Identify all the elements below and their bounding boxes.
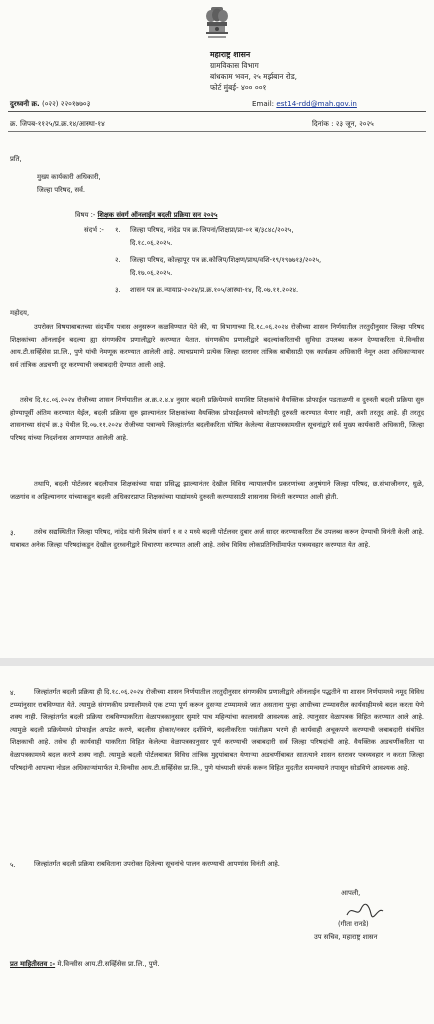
phone-number: दुरध्वनी क्र. (०२२) २२०१७७०३ — [10, 99, 91, 108]
subject-line: विषय :- शिक्षक संवर्ग ऑनलाईन बदली प्रक्रिया सन २०२५ — [75, 211, 218, 219]
paragraph-4: तसेच सद्यस्थितीत जिल्हा परिषद, नांदेड यांनी विशेष संवर्ग १ व २ मध्ये बदली पोर्टलवर दुबार अर्ज सादर करण्याकरिता टॅब उपलब्ध करून देण्याची विनंती केली आहे. याबाबत अनेक जिल्हा परिषदांकडून देखील दुरध्वनीद्वारे विचारणा करण्यात आली आहे. तसेच विविध लोकप्रतिनिधींमार्फत पत्रव्यवहार करण्यात येत आहे. — [10, 528, 424, 549]
letter-date: दिनांक : २३ जून, २०२५ — [312, 119, 374, 128]
email-link[interactable]: est14-rdd@mah.gov.in — [276, 99, 357, 108]
ref-1-line-1: जिल्हा परिषद, नांदेड पत्र क्र.जिपनां/शिक्षप्रा/प्रा-०१ ब/३८४८/२०२५, — [130, 226, 294, 234]
ref-3-line-1: शासन पत्र क्र.न्यायाप्र-२०२४/प्र.क्र.१०५/आस्था-१४, दि.०७.११.२०२४. — [130, 286, 299, 294]
prati: प्रति, — [10, 155, 22, 163]
references-label: संदर्भ :- — [84, 226, 104, 234]
recipient-line-2: जिल्हा परिषद, सर्व. — [37, 186, 86, 194]
govt-name: महाराष्ट्र शासन — [210, 50, 251, 59]
ref-1-line-2: दि.१८.०६.२०२५. — [130, 239, 173, 247]
page-gap — [0, 658, 434, 666]
paragraph-2: तसेच दि.१८.०६.२०२४ रोजीच्या शासन निर्णयातील अ.क्र.२.४.४ नुसार बदली प्रक्रियेमध्ये समाविष्ट शिक्षकांचे वैयक्तिक प्रोफाईल पडताळणी व दुरुस्ती बदली प्रक्रिया सुरु होण्यापूर्वी अंतिम करण्यात येईल, बदली प्रक्रिया सुरु झाल्यानंतर शिक्षकांच्या वैयक्तिक प्रोफाईलमध्ये कोणतीही दुरुस्ती करण्यात येणार नाही, अशी तरतूद आहे. ही तरतूद शासनाच्या संदर्भ क्र.३ येथील दि.०७.११.२०२४ रोजीच्या पत्रान्वये जिल्हांतर्गत बदलीकरिता घोषित केलेल्या वेळापत्रकामधील सूचनांद्वारे सर्व मुख्य कार्यकारी अधिकारी, जिल्हा परिषद यांच्या निदर्शनास आणण्यात आलेली आहे. — [10, 396, 424, 442]
ref-2-line-2: दि.१७.०६.२०२५. — [130, 269, 173, 277]
paragraph-3: तथापि, बदली पोर्टलवर बदलीपात्र शिक्षकांच्या याद्या प्रसिद्ध झाल्यानंतर देखील विविध न्यायालयीन प्रकरणांच्या अनुषंगाने जिल्हा परिषद, छ.संभाजीनगर, धुळे, जळगांव व अहिल्यानगर यांच्याकडून बदली अधिकारप्राप्त शिक्षकांच्या याद्यांमध्ये दुरुस्ती करण्यासाठी शासनास विनंती करण्यात आली होती. — [10, 480, 424, 501]
ref-2-num: २. — [115, 256, 121, 264]
paragraph-4-num: ३. — [10, 529, 16, 537]
department-name: ग्रामविकास विभाग — [210, 61, 259, 70]
address-line-1: बांधकाम भवन, २५ मर्झबान रोड, — [210, 72, 298, 81]
salutation: महोदय, — [10, 309, 30, 317]
signature-icon — [344, 900, 386, 922]
address-line-2: फोर्ट मुंबई- ४०० ००१ — [210, 83, 267, 92]
paragraph-6-num: ५. — [10, 861, 16, 869]
signatory-designation: उप सचिव, महाराष्ट्र शासन — [314, 933, 378, 941]
email-contact: Email: est14-rdd@mah.gov.in — [252, 99, 357, 108]
state-emblem-icon — [196, 4, 238, 44]
paragraph-5: जिल्हांतर्गत बदली प्रक्रिया ही दि.१८.०६.२०२४ रोजीच्या शासन निर्णयातील तरतुदीनुसार संगणकीय प्रणालीद्वारे ऑनलाईन पद्धतीने या शासन निर्णयामध्ये नमूद विविध टप्प्यांनुसार राबविण्यात येते. त्यामुळे संगणकीय प्रणालीमध्ये एक टप्पा पूर्ण करून दुसऱ्या टप्प्यामध्ये जात असताना पुन्हा आधीच्या टप्प्यावरील कार्यवाहीमध्ये बदल करता येणे शक्य नाही. जिल्हांतर्गत बदली प्रक्रिया राबविण्याकरिता वेळापत्रकानुसार सुमारे पाच महिन्यांचा कालावधी आवश्यक आहे. त्यानुसार वेळापत्रक विहित करण्यात आले आहे. त्यामुळे बदली प्रक्रियेमध्ये प्रोफाईल अपडेट करणे, बदलीस होकार/नकार दर्शविणे, बदलीकरिता पसंतीक्रम भरणे ही कार्यवाही अचूकपणे करण्याची जबाबदारी संबंधित शिक्षकाची आहे. तसेच ही कार्यवाही याकरिता विहित केलेल्या वेळापत्रकानुसार पूर्ण करण्याची जबाबदारी सर्व जिल्हा परिषदांची आहे. वैयक्तिक अडचणींकरिता या वेळापत्रकामध्ये बदल करणे शक्य नाही. त्यामुळे बदली पोर्टलबाबत विविध तांत्रिक मुद्दयांबाबत येणाऱ्या अडचणींबाबत सातत्याने शासन स्तरावर पत्रव्यवहार न करता जिल्हा परिषदांनी आपल्या नोडल अधिकाऱ्यांमार्फत मे.विन्सीस आय.टी.सर्व्हिसेस प्रा.लि., पुणे यांच्याशी संपर्क करून विहित मुदतीत समन्वयाने तपासून सोडविणे आवश्यक आहे. — [10, 688, 424, 772]
ref-3-num: ३. — [115, 286, 121, 294]
paragraph-1: उपरोक्त विषयाबाबतच्या संदर्भीय पत्रास अनुसरून कळविण्यात येते की, या विभागाच्या दि.१८.०६.२०२४ रोजीच्या शासन निर्णयातील तरतुदीनुसार जिल्हा परिषद शिक्षकांच्या ऑनलाईन बदल्या ह्या संगणकीय प्रणालीद्वारे करण्यात येतात. संगणकीय प्रणालीद्वारे बदल्यांकरिताची सुविधा उपलब्ध करून देण्याकरिता मे.विन्सीस आय.टी.सर्व्हिसेस प्रा.लि., पुणे यांची नेमणूक करण्यात आलेली आहे. त्याचप्रमाणे प्रत्येक जिल्हा स्तरावर तांत्रिक बाबीसाठी एक कार्यक्रम अधिकारी नेमून अशा अधिकाऱ्यावर सर्व तांत्रिक अडचणी दूर करण्याची जबाबदारी देण्यात आली आहे. — [10, 323, 424, 369]
letter-page-2 — [0, 666, 434, 1024]
paragraph-6: जिल्हांतर्गत बदली प्रक्रिया राबविताना उपरोक्त दिलेल्या सूचनांचे पालन करण्याची आपणांस विनंती आहे. — [34, 860, 280, 868]
ref-2-line-1: जिल्हा परिषद, कोल्हापूर पत्र क्र.कोजिप/शिक्षण/प्राथ/वशि-१९/१९७७१३/२०२५, — [130, 256, 322, 264]
recipient-line-1: मुख्य कार्यकारी अधिकारी, — [37, 173, 101, 181]
header-divider — [8, 111, 426, 112]
reference-divider — [8, 131, 426, 132]
signatory-name: (गीता रानडे) — [338, 920, 369, 928]
closing-apli: आपली, — [341, 889, 361, 897]
copy-to: प्रत माहितीस्तव :- मे.विन्सीस आय.टी.सर्व्हिसेस प्रा.लि., पुणे. — [10, 960, 160, 968]
ref-1-num: १. — [115, 226, 121, 234]
paragraph-5-num: ४. — [10, 689, 16, 697]
reference-number: क्र. जिपब-११२५/प्र.क्र.१४/आस्था-१४ — [10, 119, 105, 128]
